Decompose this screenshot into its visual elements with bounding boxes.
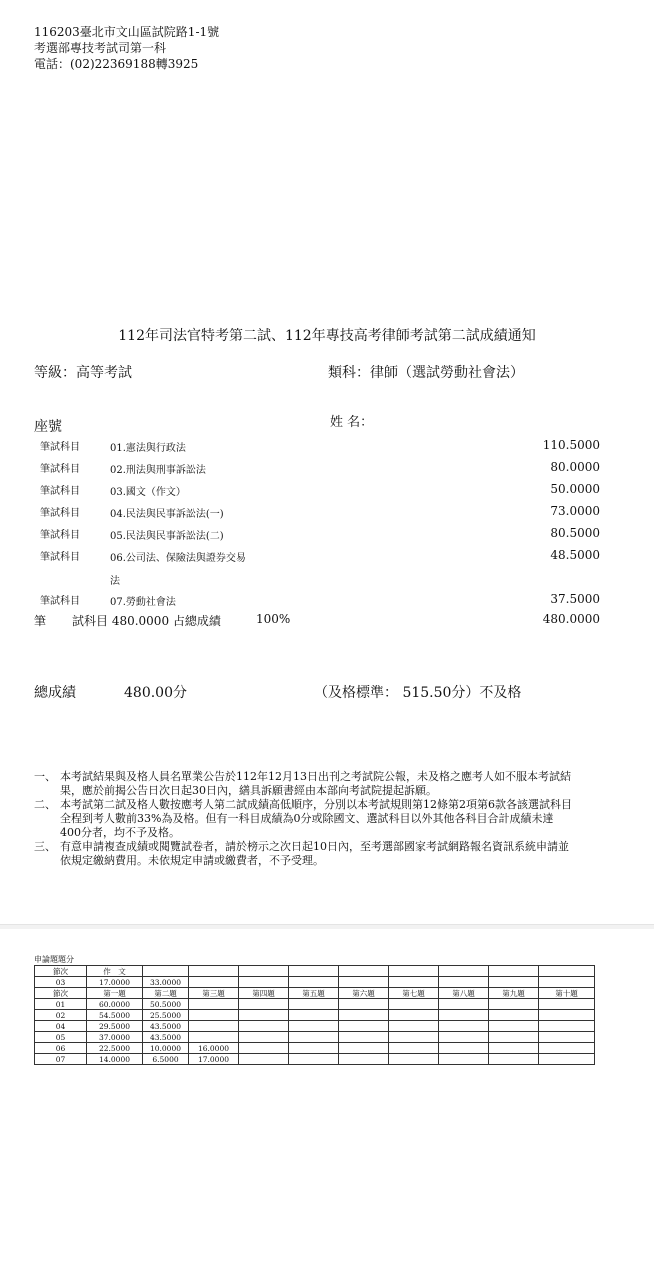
table-cell: 第八題: [439, 988, 489, 999]
subject-type: 筆試科目: [40, 596, 80, 607]
table-row: [35, 1032, 595, 1043]
table-cell: 第三題: [189, 988, 239, 999]
grade-label: 等級：高等考試: [34, 365, 132, 381]
table-cell: [389, 1043, 439, 1054]
table-cell: [339, 1032, 389, 1043]
table-cell: [239, 1032, 289, 1043]
table-cell: [339, 1054, 389, 1065]
table-cell: 03: [35, 977, 87, 988]
note-item: [34, 840, 574, 868]
table-cell: [339, 1010, 389, 1021]
table-cell: [539, 966, 595, 977]
table-cell: 54.5000: [87, 1010, 143, 1021]
table-cell: [439, 1032, 489, 1043]
table-cell: 第一題: [87, 988, 143, 999]
subject-score: 37.5000: [550, 592, 600, 606]
subject-name: 02.刑法與刑事訴訟法: [110, 465, 206, 476]
subject-name: 06.公司法、保險法與證券交易: [110, 553, 246, 564]
table-cell: [239, 999, 289, 1010]
table-cell: 07: [35, 1054, 87, 1065]
subject-type: 筆試科目: [40, 464, 80, 475]
table-cell: 50.5000: [143, 999, 189, 1010]
table-cell: [439, 1043, 489, 1054]
notes-section: [34, 770, 574, 868]
table-cell: [189, 966, 239, 977]
table-cell: [539, 1032, 595, 1043]
table-cell: 第五題: [289, 988, 339, 999]
table-cell: [489, 999, 539, 1010]
subject-type: 筆試科目: [40, 442, 80, 453]
table-cell: [289, 966, 339, 977]
subject-score: 80.0000: [550, 460, 600, 474]
table-cell: [539, 1010, 595, 1021]
table-cell: [439, 1054, 489, 1065]
table-cell: [439, 1010, 489, 1021]
table-cell: 60.0000: [87, 999, 143, 1010]
table-cell: 第二題: [143, 988, 189, 999]
table-cell: 25.5000: [143, 1010, 189, 1021]
table-cell: [489, 1054, 539, 1065]
table-cell: 33.0000: [143, 977, 189, 988]
table-cell: [339, 977, 389, 988]
table-cell: 43.5000: [143, 1032, 189, 1043]
subject-name: 01.憲法與行政法: [110, 443, 186, 454]
address-line-2: 考選部專技考試司第一科: [34, 41, 167, 55]
essay-score-table: [34, 965, 595, 1065]
table-row: [35, 977, 595, 988]
subject-name: 04.民法與民事訴訟法(一): [110, 509, 224, 520]
note-text: 有意申請複查成績或閱覽試卷者，請於榜示之次日起10日內，至考選部國家考試網路報名資訊系統申請並依規定繳納費用。未依規定申請或繳費者，不予受理。: [60, 840, 569, 867]
note-item: [34, 798, 574, 840]
table-cell: 37.0000: [87, 1032, 143, 1043]
table-cell: [339, 999, 389, 1010]
table-cell: 節次: [35, 966, 87, 977]
note-text: 本考試結果與及格人員名單業公告於112年12月13日出刊之考試院公報，未及格之應考人如不服本考試結果，應於前揭公告日次日起30日內，繕具訴願書經由本部向考試院提起訴願。: [60, 770, 571, 797]
category-label: 類科：律師（選試勞動社會法）: [328, 365, 524, 381]
table-cell: [389, 1032, 439, 1043]
table-cell: 第七題: [389, 988, 439, 999]
subject-type: 筆試科目: [40, 530, 80, 541]
table-cell: [289, 999, 339, 1010]
subject-score: 73.0000: [550, 504, 600, 518]
table-cell: 10.0000: [143, 1043, 189, 1054]
table-cell: [539, 1043, 595, 1054]
page-separator: [0, 924, 654, 929]
subject-name: 07.勞動社會法: [110, 597, 176, 608]
table-row: [35, 1010, 595, 1021]
table-cell: [389, 1010, 439, 1021]
table-cell: [289, 1054, 339, 1065]
table-cell: 29.5000: [87, 1021, 143, 1032]
table-row: [35, 1021, 595, 1032]
table-cell: [189, 999, 239, 1010]
table-cell: [239, 1043, 289, 1054]
table-cell: [189, 1021, 239, 1032]
table-cell: [289, 1021, 339, 1032]
table-cell: [439, 977, 489, 988]
table-cell: [539, 1021, 595, 1032]
subject-type: 筆試科目: [40, 552, 80, 563]
table-cell: [289, 1010, 339, 1021]
table-cell: [489, 977, 539, 988]
table-cell: 22.5000: [87, 1043, 143, 1054]
table-cell: 6.5000: [143, 1054, 189, 1065]
table-cell: [389, 999, 439, 1010]
table-cell: 第九題: [489, 988, 539, 999]
table-cell: 01: [35, 999, 87, 1010]
table-cell: [239, 1054, 289, 1065]
table-cell: [339, 1021, 389, 1032]
table-cell: [439, 966, 489, 977]
table-cell: [239, 966, 289, 977]
table-cell: [339, 966, 389, 977]
note-item: [34, 770, 574, 798]
table-cell: 02: [35, 1010, 87, 1021]
subject-name: 05.民法與民事訴訟法(二): [110, 531, 224, 542]
table-cell: 17.0000: [87, 977, 143, 988]
subject-score: 110.5000: [542, 438, 600, 452]
table-cell: 第四題: [239, 988, 289, 999]
table-cell: [189, 1010, 239, 1021]
table-cell: [289, 1032, 339, 1043]
table-cell: [539, 977, 595, 988]
essay-score-table-title: 申論題題分: [34, 955, 74, 964]
table-row: [35, 1043, 595, 1054]
summary-prefix: 筆: [34, 614, 47, 628]
table-cell: 14.0000: [87, 1054, 143, 1065]
table-cell: [389, 977, 439, 988]
note-number: 一、: [34, 770, 56, 783]
table-cell: [389, 966, 439, 977]
table-cell: [189, 1032, 239, 1043]
table-cell: [539, 1054, 595, 1065]
table-cell: 16.0000: [189, 1043, 239, 1054]
subject-score: 48.5000: [550, 548, 600, 562]
document-title: 112年司法官特考第二試、112年專技高考律師考試第二試成績通知: [118, 328, 536, 344]
table-row: [35, 999, 595, 1010]
subject-type: 筆試科目: [40, 486, 80, 497]
table-cell: [489, 1032, 539, 1043]
summary-text: 試科目 480.0000 占總成績: [72, 614, 221, 628]
table-cell: 作 文: [87, 966, 143, 977]
table-cell: [539, 999, 595, 1010]
table-cell: 43.5000: [143, 1021, 189, 1032]
table-row: [35, 966, 595, 977]
table-cell: [489, 1010, 539, 1021]
note-number: 三、: [34, 840, 56, 853]
table-cell: [339, 1043, 389, 1054]
name-label: 姓 名：: [330, 415, 374, 430]
table-cell: [289, 1043, 339, 1054]
table-cell: [189, 977, 239, 988]
total-score-value: 480.00分: [124, 685, 187, 701]
table-cell: [143, 966, 189, 977]
subject-score: 50.0000: [550, 482, 600, 496]
table-cell: 05: [35, 1032, 87, 1043]
subject-name: 03.國文（作文）: [110, 487, 186, 498]
summary-score: 480.0000: [542, 612, 600, 626]
total-score-label: 總成績: [34, 685, 76, 701]
summary-percent: 100%: [256, 612, 291, 626]
table-cell: [239, 1010, 289, 1021]
subject-type: 筆試科目: [40, 508, 80, 519]
table-cell: 06: [35, 1043, 87, 1054]
table-cell: 17.0000: [189, 1054, 239, 1065]
address-line-1: 116203臺北市文山區試院路1-1號: [34, 25, 220, 39]
seat-number-label: 座號: [34, 419, 62, 435]
table-cell: [439, 999, 489, 1010]
note-number: 二、: [34, 798, 56, 811]
table-cell: [489, 1043, 539, 1054]
table-cell: 04: [35, 1021, 87, 1032]
table-cell: [239, 1021, 289, 1032]
subject-name-continued: 法: [110, 576, 120, 587]
table-cell: [389, 1021, 439, 1032]
pass-standard-result: （及格標準： 515.50分）不及格: [314, 685, 522, 701]
note-text: 本考試第二試及格人數按應考人第二試成績高低順序，分別以本考試規則第12條第2項第6款各該選試科目全程到考人數前33%為及格。但有一科目成績為0分或除國文、選試科目以外其他各科目合計成績未達400分者，均不予及格。: [60, 798, 572, 839]
table-cell: 第十題: [539, 988, 595, 999]
table-cell: 第六題: [339, 988, 389, 999]
table-cell: [239, 977, 289, 988]
table-cell: 節次: [35, 988, 87, 999]
table-row: [35, 988, 595, 999]
table-cell: [489, 966, 539, 977]
table-cell: [439, 1021, 489, 1032]
subject-score: 80.5000: [550, 526, 600, 540]
table-row: [35, 1054, 595, 1065]
table-cell: [389, 1054, 439, 1065]
table-cell: [289, 977, 339, 988]
address-line-3: 電話：(02)22369188轉3925: [34, 57, 199, 71]
table-cell: [489, 1021, 539, 1032]
